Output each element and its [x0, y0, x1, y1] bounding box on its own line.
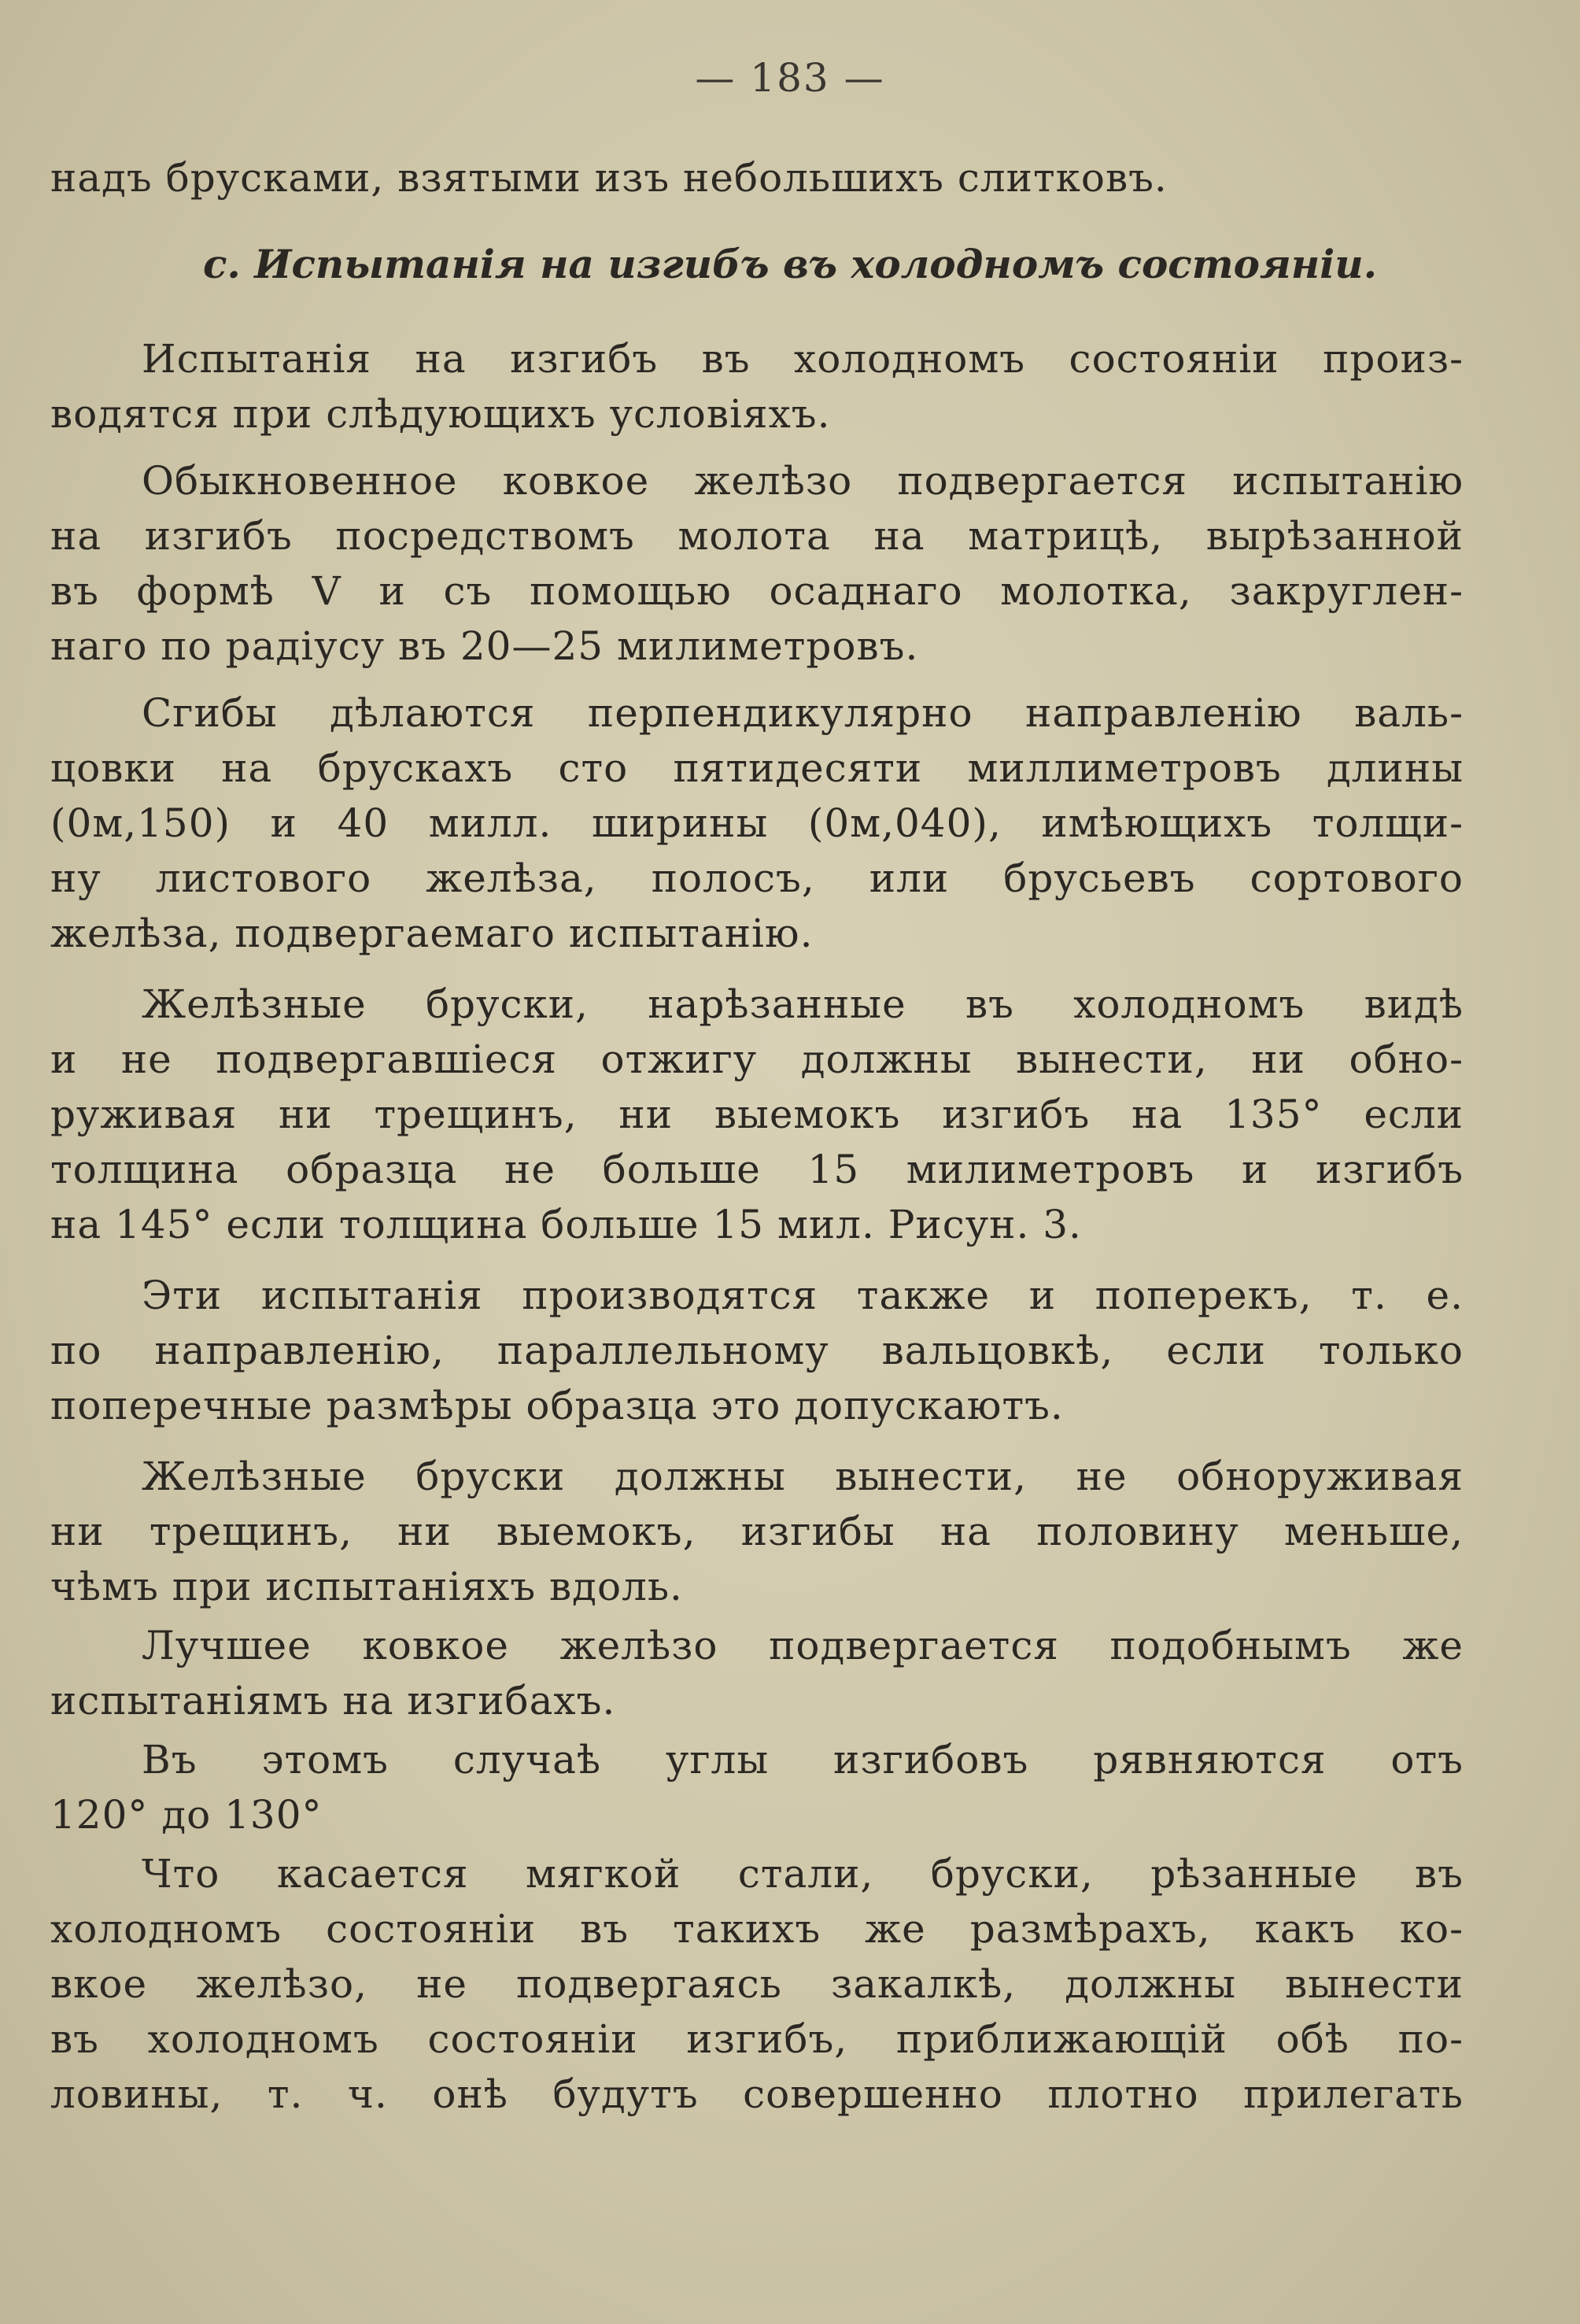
- text-line: въ формѣ V и съ помощью осаднаго молотка, закруглен-: [50, 568, 1464, 614]
- text-line: чѣмъ при испытаніяхъ вдоль.: [50, 1564, 683, 1609]
- text-line: надъ брусками, взятыми изъ небольшихъ слитковъ.: [50, 155, 1168, 201]
- text-line: испытаніямъ на изгибахъ.: [50, 1678, 616, 1724]
- text-line: ну листового желѣза, полосъ, или брусьевъ сортового: [50, 855, 1464, 901]
- text-line: 120° до 130°: [50, 1792, 323, 1838]
- text-line: Въ этомъ случаѣ углы изгибовъ рявняются отъ: [142, 1737, 1464, 1783]
- text-line: Лучшее ковкое желѣзо подвергается подобнымъ же: [142, 1623, 1464, 1668]
- text-line: желѣза, подвергаемаго испытанію.: [50, 911, 814, 956]
- text-line: Сгибы дѣлаются перпендикулярно направленію валь-: [142, 690, 1464, 736]
- text-line: руживая ни трещинъ, ни выемокъ изгибъ на 135° если: [50, 1092, 1464, 1137]
- text-line: и не подвергавшіеся отжигу должны вынести, ни обно-: [50, 1036, 1464, 1082]
- text-line: ловины, т. ч. онѣ будутъ совершенно плотно прилегать: [50, 2071, 1464, 2117]
- text-line: вкое желѣзо, не подвергаясь закалкѣ, должны вынести: [50, 1961, 1464, 2007]
- text-line: поперечные размѣры образца это допускаютъ.: [50, 1383, 1064, 1428]
- text-line: Что касается мягкой стали, бруски, рѣзанные въ: [142, 1851, 1464, 1897]
- text-line: на 145° если толщина больше 15 мил. Рисун. 3.: [50, 1202, 1082, 1247]
- page-number: — 183 —: [695, 55, 885, 101]
- text-line: Желѣзные бруски, нарѣзанные въ холодномъ видѣ: [142, 981, 1464, 1027]
- text-line: по направленію, параллельному вальцовкѣ, если только: [50, 1328, 1464, 1373]
- text-line: въ холодномъ состояніи изгибъ, приближающій обѣ по-: [50, 2016, 1464, 2062]
- text-line: ни трещинъ, ни выемокъ, изгибы на половину меньше,: [50, 1509, 1464, 1554]
- text-line: Обыкновенное ковкое желѣзо подвергается испытанію: [142, 458, 1464, 504]
- text-line: толщина образца не больше 15 милиметровъ и изгибъ: [50, 1147, 1464, 1192]
- text-line: Желѣзные бруски должны вынести, не обноруживая: [142, 1454, 1464, 1499]
- text-line: водятся при слѣдующихъ условіяхъ.: [50, 391, 831, 437]
- section-heading: с. Испытанія на изгибъ въ холодномъ состояніи.: [202, 241, 1378, 287]
- text-line: наго по радіусу въ 20—25 милиметровъ.: [50, 623, 919, 669]
- text-line: холодномъ состояніи въ такихъ же размѣрахъ, какъ ко-: [50, 1906, 1464, 1952]
- text-line: на изгибъ посредствомъ молота на матрицѣ, вырѣзанной: [50, 513, 1464, 559]
- text-line: Эти испытанія производятся также и поперекъ, т. е.: [142, 1273, 1464, 1318]
- text-line: Испытанія на изгибъ въ холодномъ состояніи произ-: [142, 336, 1464, 382]
- text-line: цовки на брускахъ сто пятидесяти миллиметровъ длины: [50, 745, 1464, 791]
- text-line: (0м,150) и 40 милл. ширины (0м,040), имѣющихъ толщи-: [50, 800, 1464, 846]
